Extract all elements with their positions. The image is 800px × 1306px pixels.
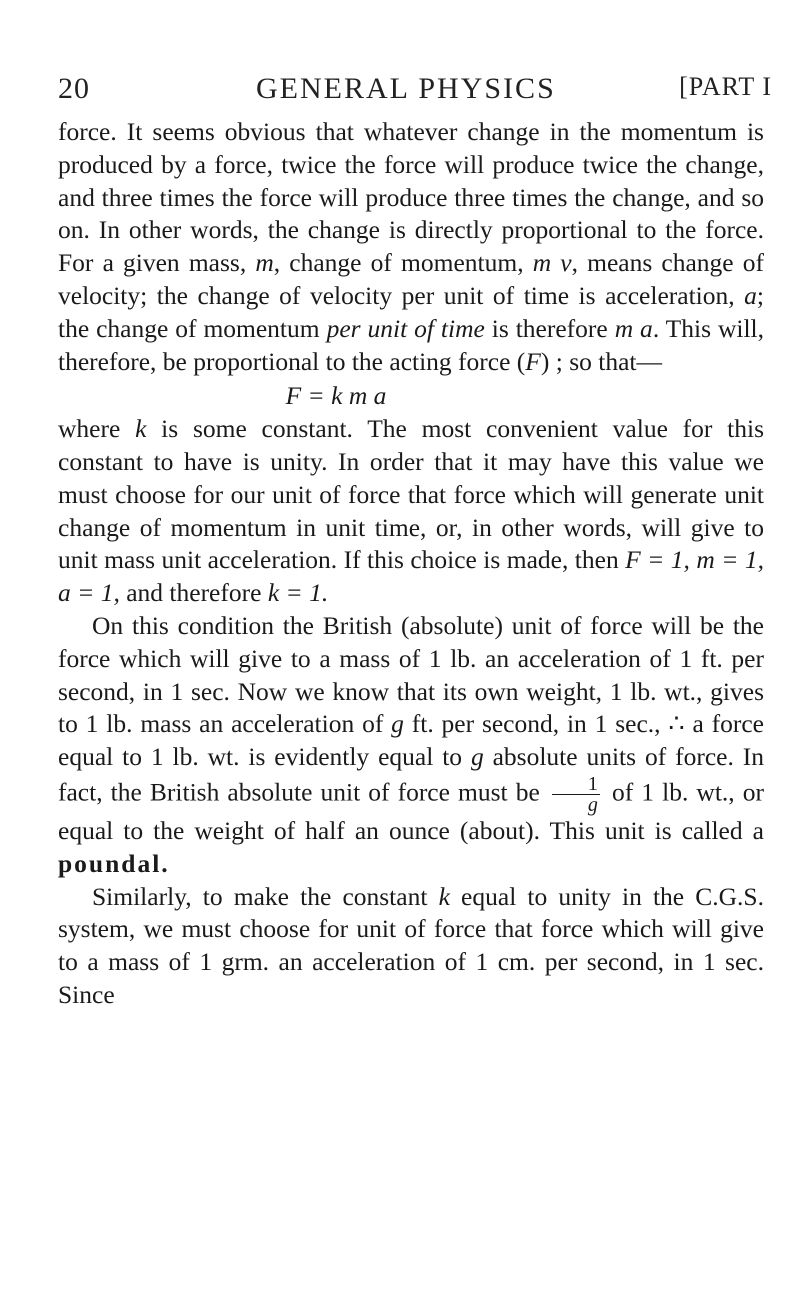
formula-f-kma: F = k m a bbox=[285, 381, 387, 411]
running-header bbox=[58, 72, 772, 112]
paragraph-cgs-unit: Similarly, to make the constant k equal to unity in the C.G.S. system, we must choose for unit of force that force which will give to a mass of 1 grm. an acceleration of 1 cm. per second, in 1 sec. Since bbox=[58, 881, 764, 1009]
paragraph-constant-k: where k is some constant. The most convenient value for this constant to have is unity. In order that it may have this value we must choose for our unit of force that force which will generate unit change of momentum in unit time, or, in other words, will give to unit mass unit acceleration. If this choice is made, then F = 1, m = 1, a = 1, and therefore k = 1. bbox=[58, 414, 765, 608]
running-title: GENERAL PHYSICS bbox=[256, 72, 556, 105]
paragraph-british-unit: On this condition the British (absolute) unit of force will be the force which will give to a mass of 1 lb. an acceleration of 1 ft. per second, in 1 sec. Now we know that its own weight, 1 lb. wt., gives to 1 lb. mass an acceleration of g ft. per second, in 1 sec., ∴ a force equal to 1 lb. wt. is evidently equal to g absolute units of force. In fact, the British absolute unit of force must be $\frac{1}{g}$ of 1 lb. wt., or equal to the weight of half an ounce (about). This unit is called a poundal. bbox=[58, 610, 764, 878]
paragraph-force-momentum: force. It seems obvious that whatever change in the momentum is produced by a force, twice the force will produce twice the change, and three times the force will produce three times the change, and so on. In other words, the change is directly proportional to the force. For a given mass, m, change of momentum, m v, means change of velocity; the change of velocity per unit of time is acceleration, a; the change of momentum per unit of time is therefore m a. This will, therefore, be proportional to the acting force (F) ; so that— bbox=[58, 117, 765, 376]
part-label: [PART I bbox=[679, 72, 772, 101]
body-text bbox=[58, 116, 764, 1012]
fraction-one-over-g: $\frac{1}{g}$ bbox=[552, 774, 600, 815]
term-poundal: poundal. bbox=[58, 848, 170, 878]
page-number: 20 bbox=[58, 72, 90, 105]
